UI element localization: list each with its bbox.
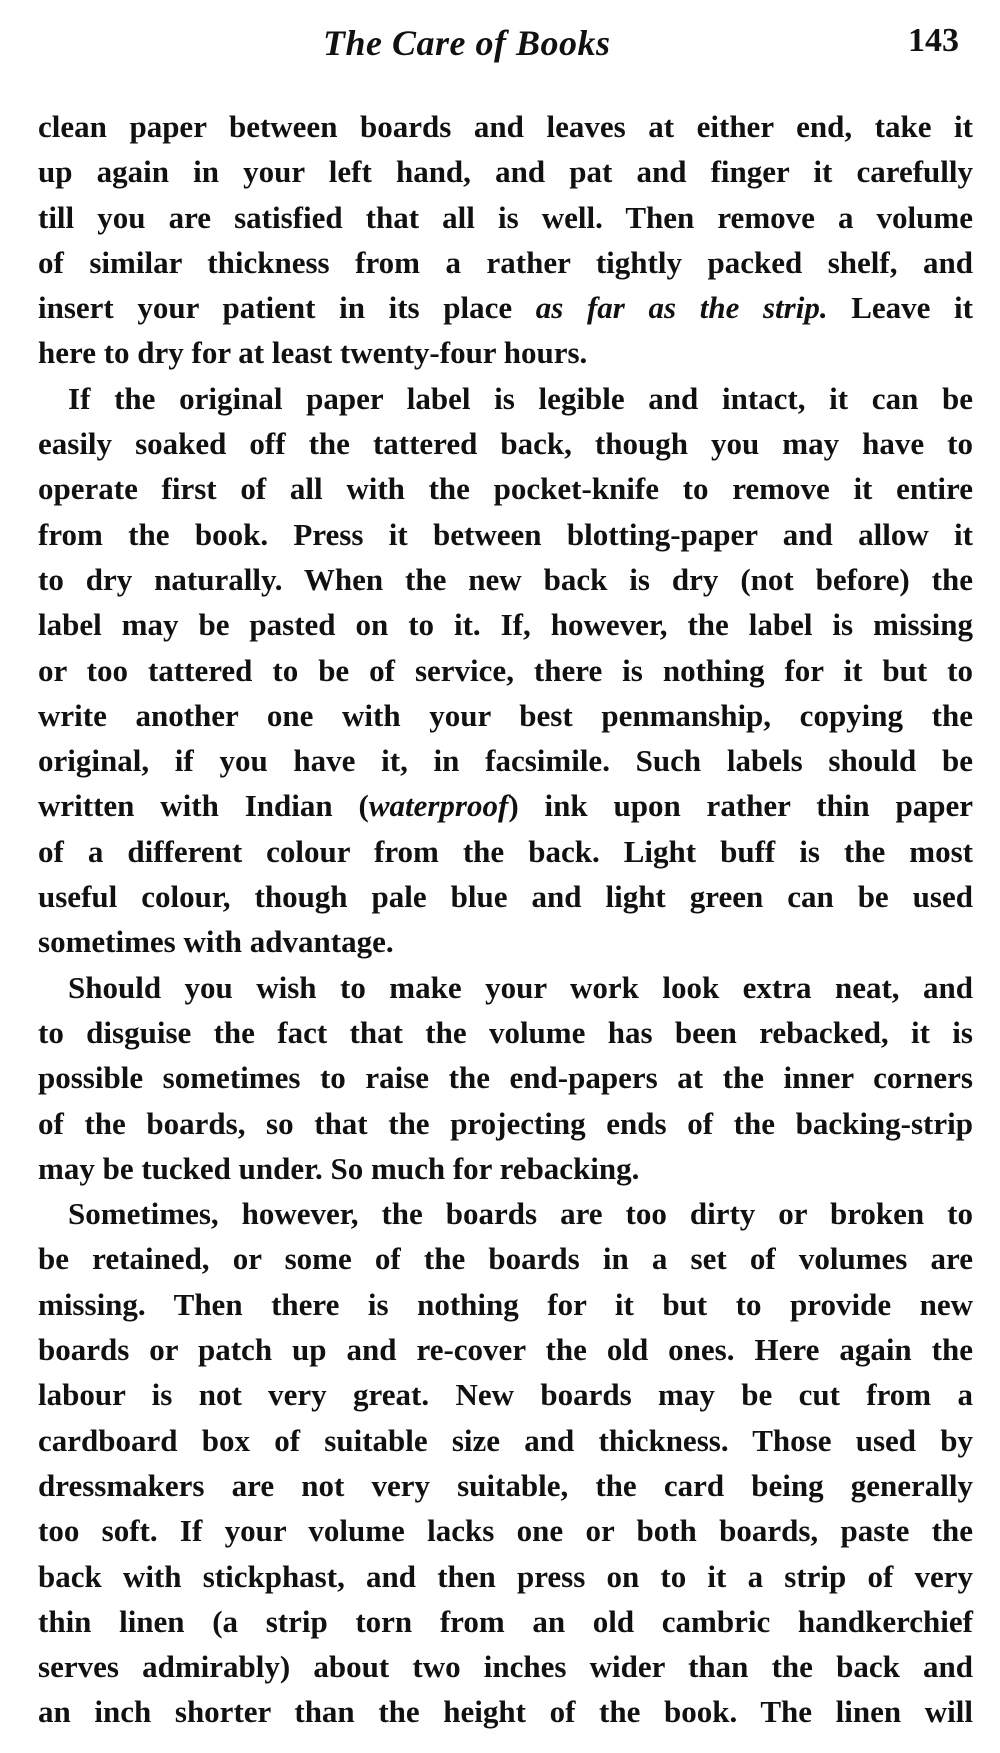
text-line: Should you wish to make your work look extra neat, and	[68, 969, 973, 1005]
text-segment: Leave it	[827, 290, 973, 326]
text-line: useful colour, though pale blue and light green can be used	[38, 879, 973, 915]
text-line: missing. Then there is nothing for it but to provide new	[38, 1286, 973, 1322]
text-line: of the boards, so that the projecting ends of the backing-strip	[38, 1105, 973, 1141]
text-line: an inch shorter than the height of the book. The linen will	[38, 1694, 973, 1730]
text-segment: ) ink upon rather thin paper	[508, 788, 973, 824]
text-line: of a different colour from the back. Light buff is the most	[38, 833, 973, 869]
text-line: label may be pasted on to it. If, however, the label is missing	[38, 607, 973, 643]
text-line: original, if you have it, in facsimile. Such labels should be	[38, 743, 973, 779]
text-line: cardboard box of suitable size and thickness. Those used by	[38, 1422, 973, 1458]
text-line	[38, 783, 973, 828]
text-segment: insert your patient in its place	[38, 290, 536, 326]
text-line: If the original paper label is legible and intact, it can be	[68, 380, 973, 416]
text-line: here to dry for at least twenty-four hours.	[38, 335, 588, 371]
text-segment: written with Indian (	[38, 788, 369, 824]
text-line: till you are satisfied that all is well. Then remove a volume	[38, 199, 973, 235]
text-line: dressmakers are not very suitable, the card being generally	[38, 1467, 973, 1503]
text-line: Sometimes, however, the boards are too dirty or broken to	[68, 1196, 973, 1232]
text-line: of similar thickness from a rather tightly packed shelf, and	[38, 244, 973, 280]
text-line: from the book. Press it between blotting-paper and allow it	[38, 516, 973, 552]
text-line: possible sometimes to raise the end-papers at the inner corners	[38, 1060, 973, 1096]
text-line: or too tattered to be of service, there is nothing for it but to	[38, 652, 973, 688]
text-line: labour is not very great. New boards may be cut from a	[38, 1377, 973, 1413]
running-head	[0, 22, 1000, 72]
italic-text-segment: waterproof	[368, 788, 509, 824]
page-number: 143	[908, 22, 959, 59]
running-title: The Care of Books	[323, 23, 611, 63]
text-line: write another one with your best penmanship, copying the	[38, 697, 973, 733]
body-text	[38, 104, 973, 1735]
text-line: sometimes with advantage.	[38, 924, 394, 960]
text-line: too soft. If your volume lacks one or both boards, paste the	[38, 1513, 973, 1549]
text-line: to disguise the fact that the volume has been rebacked, it is	[38, 1014, 973, 1050]
text-line: up again in your left hand, and pat and finger it carefully	[38, 154, 973, 190]
text-line: operate first of all with the pocket-knife to remove it entire	[38, 471, 973, 507]
italic-text-segment: as far as the strip.	[535, 290, 828, 326]
text-line: boards or patch up and re-cover the old ones. Here again the	[38, 1332, 973, 1368]
text-line	[38, 285, 973, 330]
text-line: clean paper between boards and leaves at either end, take it	[38, 109, 973, 144]
text-line: may be tucked under. So much for rebacking.	[38, 1150, 640, 1186]
text-line: to dry naturally. When the new back is dry (not before) the	[38, 561, 973, 597]
text-line: be retained, or some of the boards in a set of volumes are	[38, 1241, 973, 1277]
text-line: easily soaked off the tattered back, though you may have to	[38, 426, 973, 462]
text-line: back with stickphast, and then press on to it a strip of very	[38, 1558, 973, 1594]
text-line: serves admirably) about two inches wider than the back and	[38, 1649, 973, 1685]
text-line: thin linen (a strip torn from an old cambric handkerchief	[38, 1603, 973, 1639]
